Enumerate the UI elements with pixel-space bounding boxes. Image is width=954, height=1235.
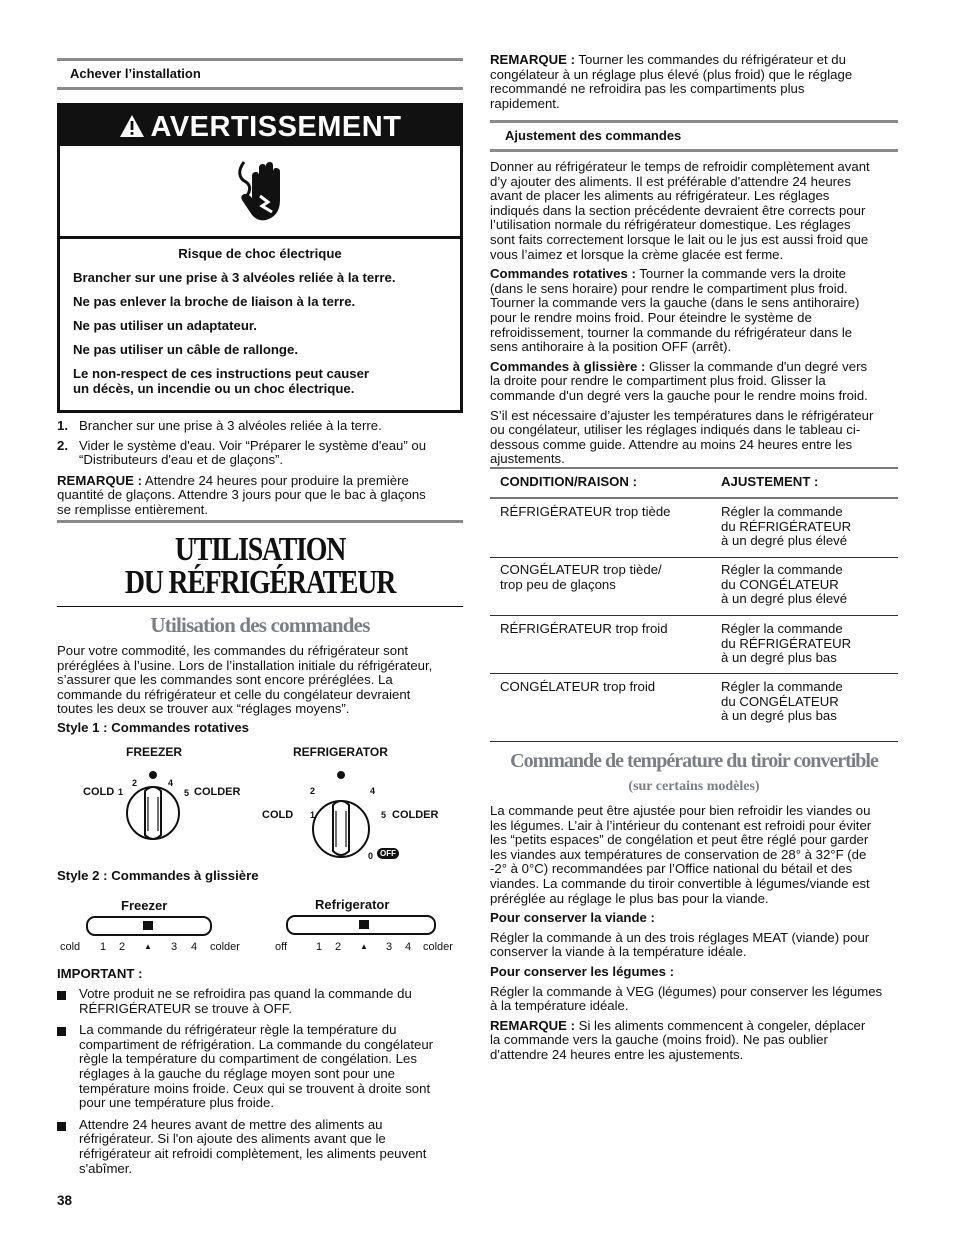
- refrigerator-knob-icon: [309, 769, 373, 859]
- remark-top: REMARQUE : Tourner les commandes du réfrigérateur et du congélateur à un réglage plus élevé (plus froid) que le réglage recommandé ne refroidira pas les compartiments plus rapidement.: [490, 52, 853, 111]
- remark-ice: REMARQUE : Attendre 24 heures pour produire la première quantité de glaçons. Attendre 3 jours pour que le bac à glaçons se remplisse entièrement.: [57, 472, 426, 517]
- style1-label: Style 1 : Commandes rotatives: [57, 720, 250, 735]
- important-label: IMPORTANT :: [57, 966, 143, 981]
- warning-box: [57, 103, 463, 413]
- freezer-dial: FREEZER COLD 1 2 4 5 COLDER: [80, 743, 250, 863]
- page-title: UTILISATION DU RÉFRIGÉRATEUR: [124, 531, 396, 601]
- warning-banner: [60, 106, 460, 146]
- install-steps: [57, 419, 463, 518]
- subtitle-convertible: Commande de température du tiroir convertible: [510, 750, 878, 772]
- refrigerator-slider-thumb: [359, 920, 369, 929]
- meat-label: Pour conserver la viande :: [490, 910, 655, 926]
- subtitle-controls: Utilisation des commandes: [150, 613, 370, 637]
- table-header-condition: CONDITION/RAISON :: [500, 474, 638, 489]
- warning-hazard-title: Risque de choc électrique: [178, 246, 342, 261]
- refrigerator-slider: Refrigerator off 1 2 ▲ 3 4 colder: [275, 897, 453, 953]
- warning-line: Ne pas utiliser un adaptateur.: [73, 317, 257, 333]
- adjustment-table: CONDITION/RAISON : AJUSTEMENT : RÉFRIGÉRATEUR trop tiède Régler la commande du RÉFRIGÉRATEUR à un degré plus élevé CONGÉLATEUR trop tiède/ trop peu de glaçons Régler la commande du CONGÉLATEUR à un degré plus élevé RÉFRIGÉRATEUR trop froid Régler la commande du RÉFRIGÉRATEUR à un degré plus bas CONGÉLATEUR trop froid Régler la commande du CONGÉLATEUR à un degré plus bas: [490, 467, 898, 743]
- slider-paragraph: Commandes à glissière : Glisser la commande d'un degré vers: [490, 358, 868, 374]
- list-item: Attendre 24 heures avant de mettre des aliments au réfrigérateur. Si l'on ajoute des aliments avant que le réfrigérateur ait refroidi complètement, les aliments peuvent s'abîmer.: [57, 1118, 463, 1176]
- slider-mid-marker: ▲: [360, 942, 368, 951]
- section-rule-right-top: [490, 120, 898, 123]
- adjust-intro: Donner au réfrigérateur le temps de refroidir complètement avant d’y ajouter des aliments. Il est préférable d'attendre 24 heures avant de placer les aliments au réfrigérateur. Les réglages indiqués dans la section précédente devraient être corrects pour l’utilisation normale du réfrigérateur domestique. Les réglages sont faits correctement lorsque le lait ou le jus est aussi froid que vous l’aimez et lorsque la crème glacée est ferme. Commandes rotatives : Tourner la commande vers la droite (dans le sens horaire) pour rendre le compartiment plus froid. Tourner la commande vers la gauche (dans le sens antihoraire) pour le rendre moins froid. Pour éteindre le système de refroidissement, tourner la commande du réfrigérateur dans le sens antihoraire à la position OFF (arrêt). Commandes à glissière : Glisser la commande d'un degré vers la droite pour rendre le compartiment plus froid. Glisser la commande d'un degré vers la gauche pour le rendre moins froid. S’il est nécessaire d’ajuster les températures dans le réfrigérateur ou congélateur, utiliser les réglages indiqués dans le tableau ci- dessous comme guide. Attendre au moins 24 heures entre les ajustements.: [490, 160, 900, 467]
- warning-consequence: Le non-respect de ces instructions peut causer un décès, un incendie ou un choc électrique.: [73, 365, 370, 396]
- list-item: Votre produit ne se refroidira pas quand la commande du RÉFRIGÉRATEUR se trouve à OFF.: [57, 987, 463, 1016]
- list-item: La commande du réfrigérateur règle la température du compartiment de réfrigération. La commande du congélateur règle la température du compartiment de congélation. Les réglages à la gauche du réglage moyen sont pour une température moins froide. Ceux qui se trouvent à droite sont pour une température plus froide.: [57, 1023, 463, 1111]
- convertible-body: La commande peut être ajustée pour bien refroidir les viandes ou les légumes. L’air à l’intérieur du contenant est refroidi pour éviter les “petits espaces” de congélation et peut être réglé pour garder les viandes aux températures de conservation de 28° à 32°F (de -2° à 0°C) recommandées par l’Office national du bétail et des viandes. La commande du tiroir convertible à légumes/viande est préréglée au réglage le plus bas pour la viande. Pour conserver la viande : Régler la commande à un des trois réglages MEAT (viande) pour conserver la viande à la température idéale. Pour conserver les légumes : Régler la commande à VEG (légumes) pour conserver les légumes à la température idéale. REMARQUE : Si les aliments commencent à congeler, déplacer la commande vers la gauche (moins froid). Ne pas oublier d'attendre 24 heures entre les ajustements.: [490, 804, 900, 1063]
- title-rule-top: [57, 520, 463, 523]
- freezer-knob-icon: [123, 769, 183, 845]
- veg-label: Pour conserver les légumes :: [490, 963, 674, 979]
- freezer-slider: Freezer cold 1 2 ▲ 3 4 colder: [60, 898, 240, 953]
- intro-paragraph: Pour votre commodité, les commandes du réfrigérateur sont préréglées à l’usine. Lors de l’installation initiale du réfrigérateur, s’assurer que les commandes sont encore préréglées. La commande du réfrigérateur et celle du congélateur devraient toutes les deux se trouver aux “réglages moyens”.: [57, 643, 433, 717]
- section-label-adjustment: Ajustement des commandes: [505, 128, 682, 143]
- electric-shock-hand-icon: [228, 156, 298, 228]
- section-rule-right-bottom: [490, 149, 898, 152]
- style2-label: Style 2 : Commandes à glissière: [57, 868, 259, 883]
- warning-line: Ne pas utiliser un câble de rallonge.: [73, 341, 298, 357]
- step-1: 1. Brancher sur une prise à 3 alvéoles reliée à la terre.: [57, 418, 382, 433]
- subtitle-convertible-note: (sur certains modèles): [628, 779, 760, 794]
- section-rule-left: [57, 87, 463, 90]
- slider-mid-marker: ▲: [144, 942, 152, 951]
- title-rule-bottom: [57, 606, 463, 607]
- top-rule-left: [57, 58, 463, 61]
- warning-icon-area: [60, 146, 460, 239]
- page-number: 38: [57, 1193, 73, 1208]
- off-badge: OFF: [377, 848, 399, 859]
- rotary-paragraph: Commandes rotatives : Tourner la commande vers la droite: [490, 266, 846, 282]
- table-header-adjustment: AJUSTEMENT :: [721, 474, 819, 489]
- refrigerator-dial: REFRIGERATOR COLD 1 2 4 5 COLDER 0 OFF: [262, 745, 439, 861]
- warning-line: Ne pas enlever la broche de liaison à la terre.: [73, 293, 356, 309]
- warning-triangle-icon: [119, 114, 145, 138]
- remark-bottom: REMARQUE : Si les aliments commencent à congeler, déplacer: [490, 1017, 866, 1033]
- warning-title: AVERTISSEMENT: [150, 111, 402, 143]
- important-list: [57, 987, 463, 1176]
- warning-line: Brancher sur une prise à 3 alvéoles reliée à la terre.: [73, 269, 396, 285]
- freezer-slider-thumb: [143, 921, 153, 930]
- section-label-installation: Achever l’installation: [70, 66, 201, 81]
- step-2: 2. Vider le système d'eau. Voir “Préparer le système d'eau” ou “Distributeurs d'eau et de glaçons”.: [57, 437, 427, 468]
